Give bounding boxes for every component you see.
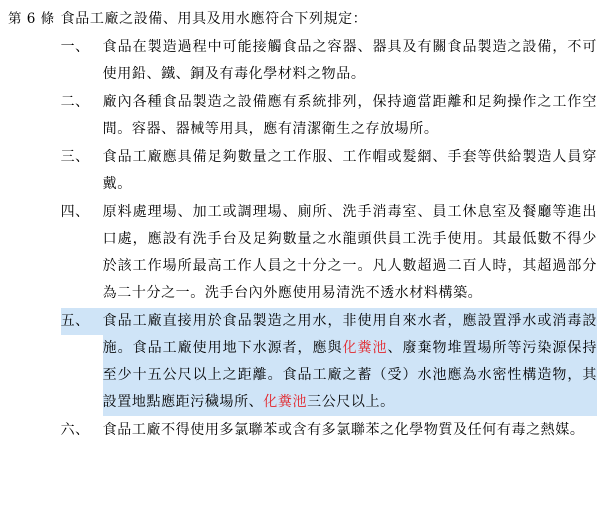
text-run: 食品工廠直接用於食品製造之用水，非使用自來水者，應設置淨水或消毒設施。食品工廠使用地下水源者，應與 (102, 313, 597, 356)
text-run: 食品工廠不得使用多氯聯苯或含有多氯聯苯之化學物質及任何有毒之熱媒。 (102, 422, 585, 438)
text-run: 食品在製造過程中可能接觸食品之容器、器具及有關食品製造之設備，不可使用鉛、鐵、銅及有毒化學材料之物品。 (102, 39, 597, 82)
list-item-text (103, 144, 597, 198)
text-run: 、廢棄物堆置場所等污染源保持至少十五公尺以上之距離。食品工廠之蓄（受）水池應為水密性構造物，其設置地點應距污穢場所、 (102, 340, 597, 410)
list-item (61, 144, 597, 198)
list-item-marker: 二、 (60, 94, 90, 110)
list-item-text (103, 417, 597, 444)
text-run: 廠內各種食品製造之設備應有系統排列，保持適當距離和足夠操作之工作空間。容器、器械等用具，應有清潔衛生之存放場所。 (102, 94, 597, 137)
article-lead-text: 食品工廠之設備、用具及用水應符合下列規定： (60, 11, 368, 27)
text-run: 原料處理場、加工或調理場、廁所、洗手消毒室、員工休息室及餐廳等進出口處，應設有洗手台及足夠數量之水龍頭供員工洗手使用。其最低數不得少於該工作場所最高工作人員之十分之一。凡人數超過二百人時，其超過部分為二十分之一。洗手台內外應使用易清洗不透水材料構築。 (102, 204, 597, 301)
list-item-marker: 一、 (60, 39, 90, 55)
list-item-text (103, 34, 597, 88)
list-item-marker: 六、 (60, 422, 90, 438)
text-run: 三公尺以上。 (307, 394, 395, 410)
list-item-marker: 四、 (60, 204, 90, 220)
highlighted-term: 化糞池 (263, 394, 308, 410)
list-item (61, 89, 597, 143)
list-item (61, 417, 597, 444)
list-item-text (103, 199, 597, 307)
list-item-marker: 五、 (61, 308, 103, 335)
list-item (61, 199, 597, 307)
clause-list (61, 34, 597, 444)
text-run: 食品工廠應具備足夠數量之工作服、工作帽或髮網、手套等供給製造人員穿戴。 (102, 149, 597, 192)
list-item-text (103, 308, 597, 416)
list-item (61, 308, 597, 416)
list-item (61, 34, 597, 88)
highlighted-term: 化糞池 (342, 340, 388, 356)
article-body (61, 6, 597, 444)
list-item-text (103, 89, 597, 143)
list-item-marker: 三、 (60, 149, 90, 165)
article-number-label: 第 6 條 (8, 11, 55, 27)
